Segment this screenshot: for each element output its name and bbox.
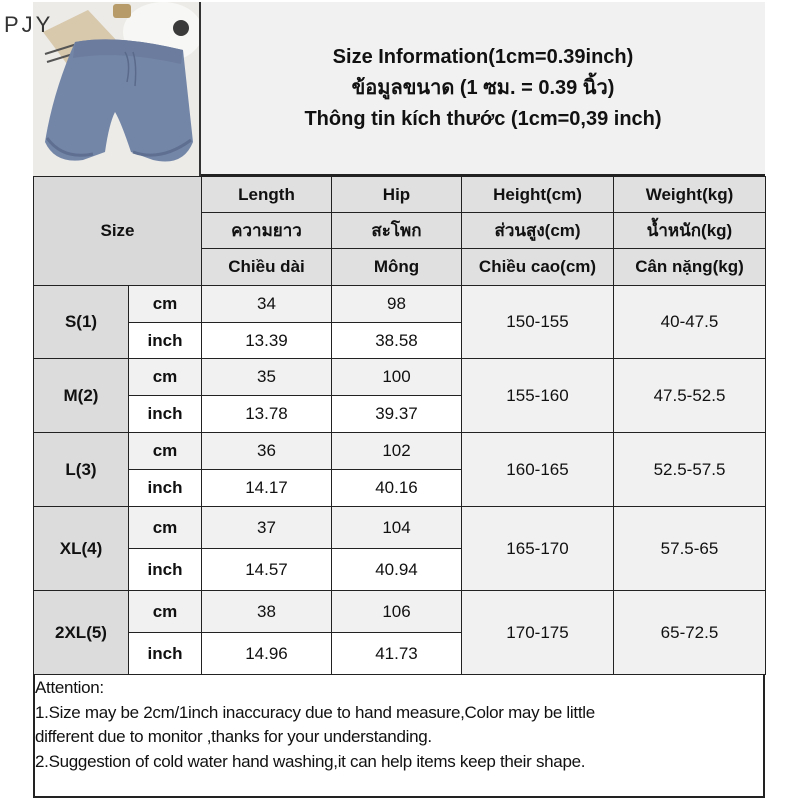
table-row	[34, 507, 766, 549]
table-row	[34, 286, 766, 323]
col-weight-vi: Cân nặng(kg)	[614, 249, 766, 286]
length-cm: 36	[202, 433, 332, 470]
size-label: L(3)	[34, 433, 129, 507]
col-length-en: Length	[202, 177, 332, 213]
length-inch: 13.39	[202, 323, 332, 359]
col-height-th: ส่วนสูง(cm)	[462, 213, 614, 249]
unit-inch: inch	[129, 549, 202, 591]
unit-inch: inch	[129, 633, 202, 675]
table-row	[34, 359, 766, 396]
hip-cm: 100	[332, 359, 462, 396]
unit-cm: cm	[129, 286, 202, 323]
size-label: 2XL(5)	[34, 591, 129, 675]
col-hip-en: Hip	[332, 177, 462, 213]
size-label: XL(4)	[34, 507, 129, 591]
unit-cm: cm	[129, 591, 202, 633]
hip-inch: 40.16	[332, 470, 462, 507]
attention-notes	[35, 676, 763, 796]
size-column-header: Size	[34, 177, 202, 286]
attention-line-3: 2.Suggestion of cold water hand washing,it can help items keep their shape.	[35, 751, 586, 771]
shorts-image-icon	[33, 2, 199, 176]
header-title-vi: Thông tin kích thước (1cm=0,39 inch)	[304, 107, 662, 130]
length-cm: 38	[202, 591, 332, 633]
hip-inch: 41.73	[332, 633, 462, 675]
hip-inch: 40.94	[332, 549, 462, 591]
size-info-header	[201, 2, 765, 176]
unit-cm: cm	[129, 507, 202, 549]
col-length-th: ความยาว	[202, 213, 332, 249]
size-label: M(2)	[34, 359, 129, 433]
col-height-en: Height(cm)	[462, 177, 614, 213]
length-inch: 13.78	[202, 396, 332, 433]
watermark: PJY	[4, 12, 54, 37]
attention-line-2: different due to monitor ,thanks for your understanding.	[35, 727, 432, 746]
col-length-vi: Chiều dài	[202, 249, 332, 286]
header-title-en: Size Information(1cm=0.39inch)	[332, 45, 634, 68]
hip-inch: 39.37	[332, 396, 462, 433]
hip-inch: 38.58	[332, 323, 462, 359]
unit-cm: cm	[129, 433, 202, 470]
unit-cm: cm	[129, 359, 202, 396]
header-row-en	[34, 177, 766, 213]
length-inch: 14.17	[202, 470, 332, 507]
weight-range: 65-72.5	[614, 591, 766, 675]
size-label: S(1)	[34, 286, 129, 359]
height-range: 165-170	[462, 507, 614, 591]
table-row	[34, 591, 766, 633]
attention-line-1: 1.Size may be 2cm/1inch inaccuracy due to hand measure,Color may be little	[35, 702, 595, 722]
header-title-th: ข้อมูลขนาด (1 ซม. = 0.39 นิ้ว)	[351, 76, 615, 99]
col-height-vi: Chiều cao(cm)	[462, 249, 614, 286]
weight-range: 52.5-57.5	[614, 433, 766, 507]
hip-cm: 106	[332, 591, 462, 633]
height-range: 155-160	[462, 359, 614, 433]
height-range: 150-155	[462, 286, 614, 359]
length-inch: 14.96	[202, 633, 332, 675]
length-inch: 14.57	[202, 549, 332, 591]
col-weight-th: น้ำหนัก(kg)	[614, 213, 766, 249]
hip-cm: 104	[332, 507, 462, 549]
length-cm: 35	[202, 359, 332, 396]
weight-range: 47.5-52.5	[614, 359, 766, 433]
table-row	[34, 433, 766, 470]
unit-inch: inch	[129, 396, 202, 433]
product-photo	[33, 2, 201, 176]
height-range: 160-165	[462, 433, 614, 507]
size-table	[33, 176, 766, 675]
weight-range: 57.5-65	[614, 507, 766, 591]
hip-cm: 102	[332, 433, 462, 470]
height-range: 170-175	[462, 591, 614, 675]
hip-cm: 98	[332, 286, 462, 323]
unit-inch: inch	[129, 470, 202, 507]
weight-range: 40-47.5	[614, 286, 766, 359]
col-weight-en: Weight(kg)	[614, 177, 766, 213]
col-hip-vi: Mông	[332, 249, 462, 286]
col-hip-th: สะโพก	[332, 213, 462, 249]
length-cm: 37	[202, 507, 332, 549]
attention-title: Attention:	[35, 678, 104, 697]
unit-inch: inch	[129, 323, 202, 359]
length-cm: 34	[202, 286, 332, 323]
